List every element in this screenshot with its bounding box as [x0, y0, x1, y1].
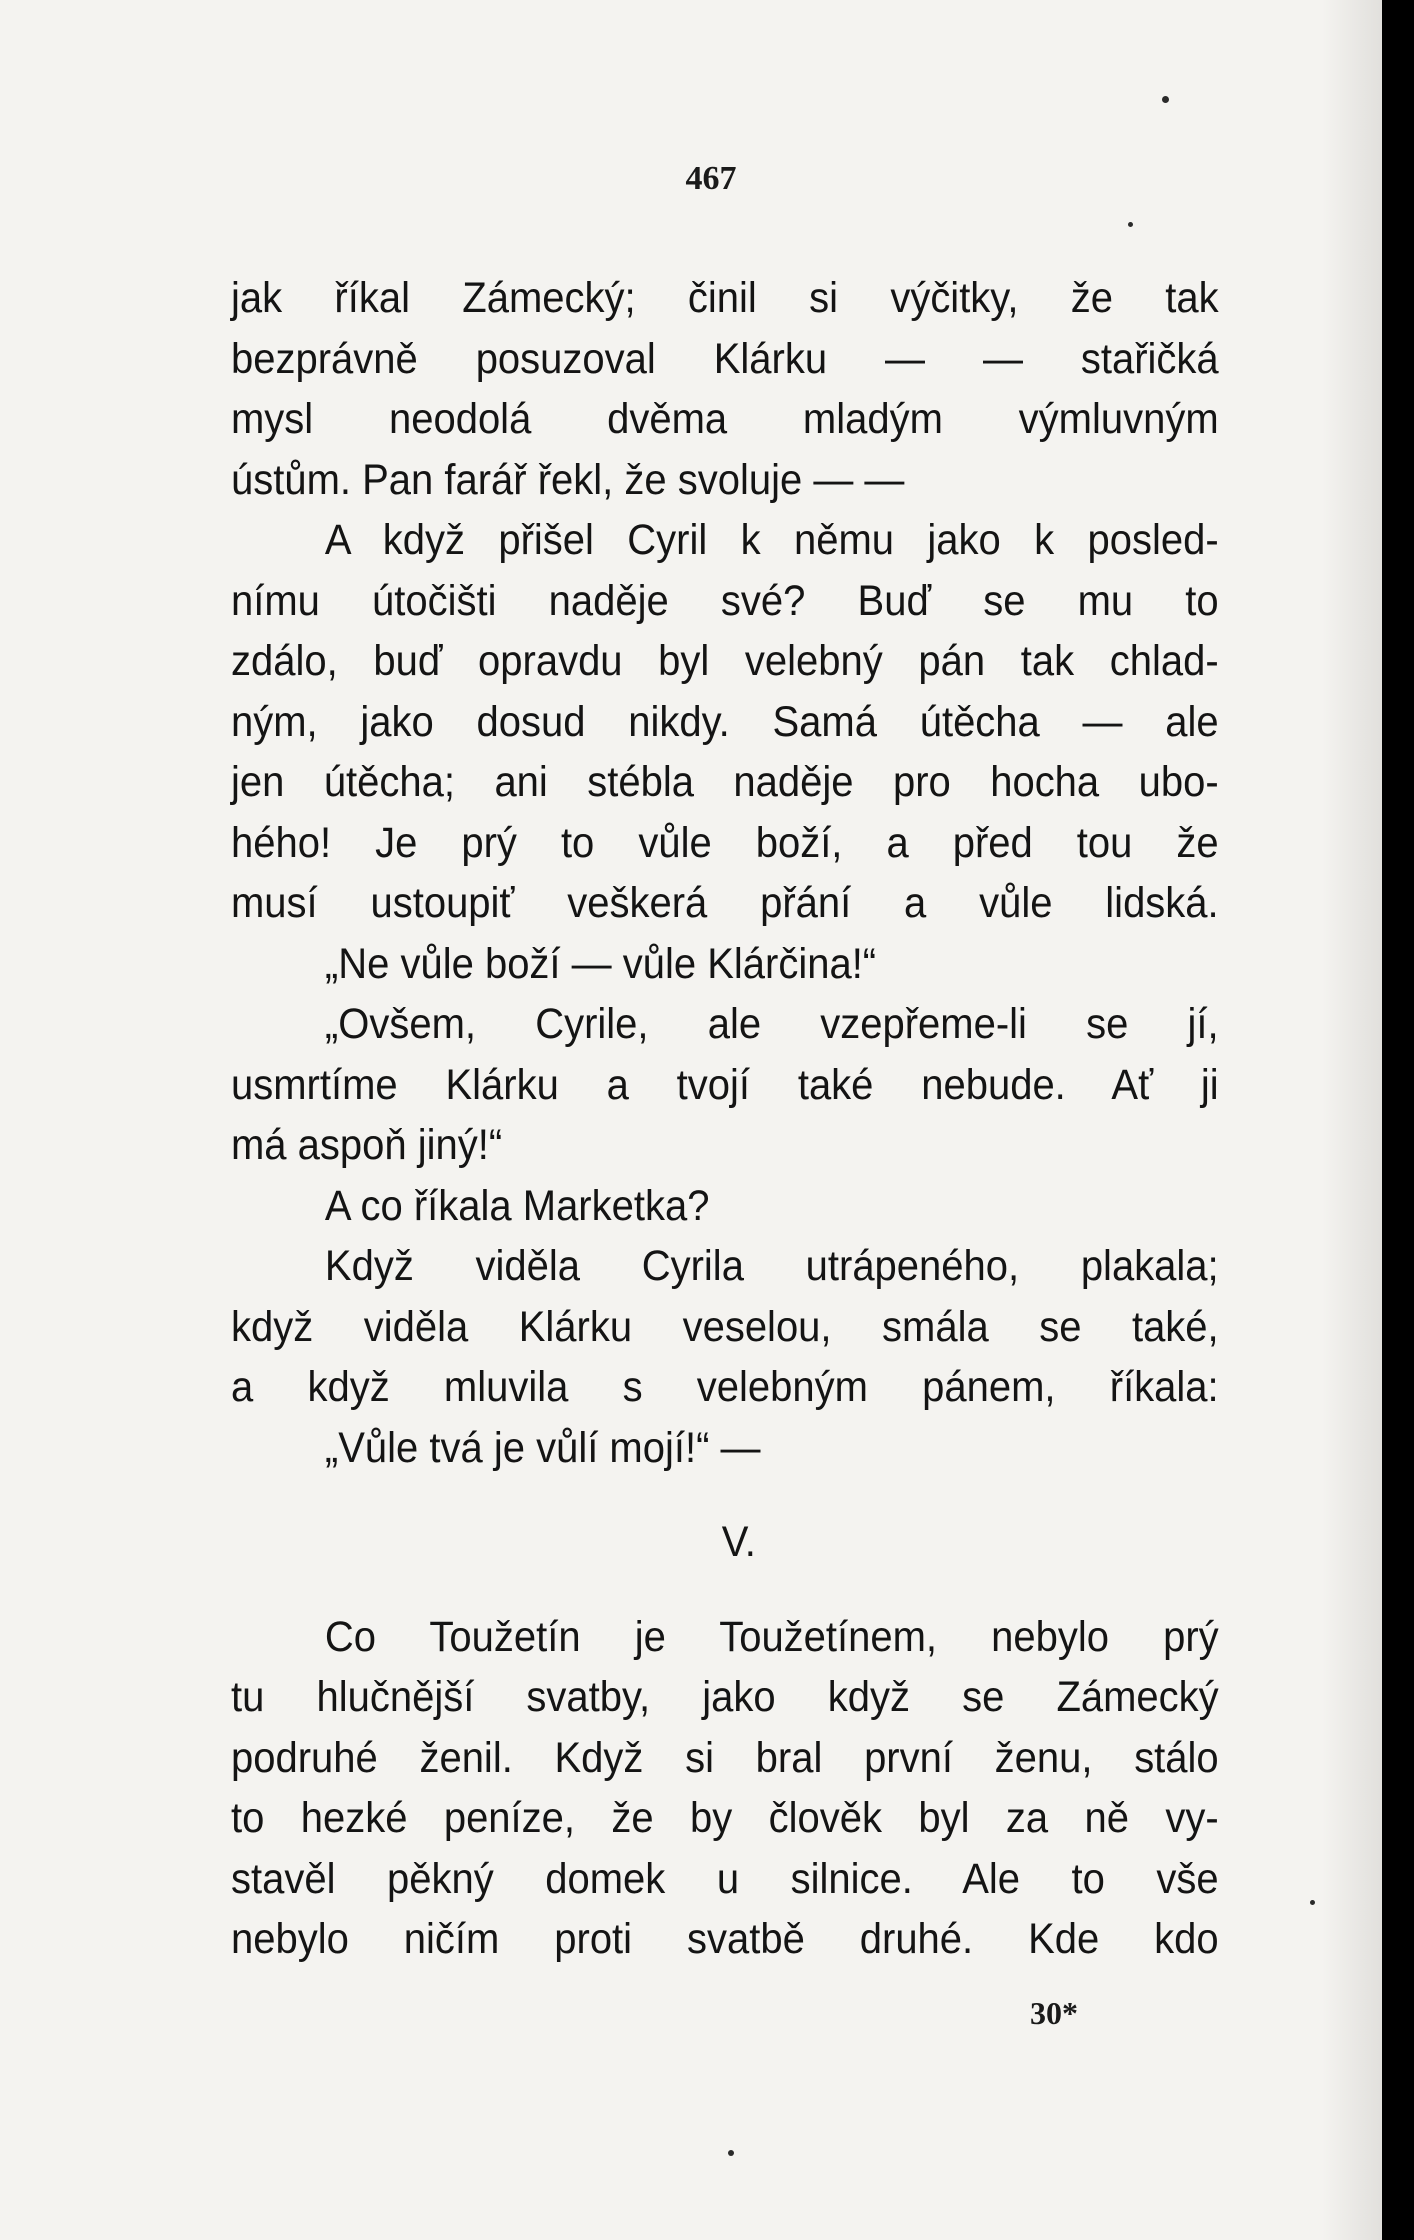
- page-edge-shadow: [1322, 0, 1382, 2240]
- chapter-heading: V.: [721, 1518, 756, 1566]
- text-line: zdálo, buď opravdu byl velebný pán tak chlad-: [231, 637, 1219, 685]
- text-line: musí ustoupiť veškerá přání a vůle lidská.: [231, 879, 1219, 927]
- text-line: mysl neodolá dvěma mladým výmluvným: [231, 395, 1219, 443]
- text-line: jak říkal Zámecký; činil si výčitky, že tak: [231, 274, 1219, 322]
- text-line: ným, jako dosud nikdy. Samá útěcha — ale: [231, 697, 1219, 746]
- text-line: A co říkala Marketka?: [324, 1181, 710, 1230]
- text-line: to hezké peníze, že by člověk byl za ně vy-: [231, 1794, 1219, 1842]
- text-line: A když přišel Cyril k němu jako k posled-: [324, 516, 1219, 564]
- text-line: „Ne vůle boží — vůle Klárčina!“: [324, 939, 877, 988]
- text-line: hého! Je prý to vůle boží, a před tou že: [231, 818, 1219, 867]
- text-line: když viděla Klárku veselou, smála se také,: [231, 1302, 1219, 1351]
- text-line: Co Toužetín je Toužetínem, nebylo prý: [324, 1612, 1219, 1661]
- text-line: a když mluvila s velebným pánem, říkala:: [231, 1363, 1219, 1411]
- section-spacer: [231, 1478, 1219, 1512]
- page-number: 467: [685, 160, 737, 197]
- text-line: má aspoň jiný!“: [231, 1121, 503, 1169]
- body-text: [231, 268, 1219, 1970]
- text-line: usmrtíme Klárku a tvojí také nebude. Ať ji: [231, 1060, 1219, 1109]
- text-line: nebylo ničím proti svatbě druhé. Kde kdo: [231, 1915, 1219, 1963]
- text-line: ústům. Pan farář řekl, že svoluje — —: [231, 455, 905, 504]
- paper-speck: [1162, 96, 1169, 103]
- text-line: Když viděla Cyrila utrápeného, plakala;: [324, 1242, 1219, 1290]
- text-line: stavěl pěkný domek u silnice. Ale to vše: [231, 1854, 1219, 1903]
- text-line: „Ovšem, Cyrile, ale vzepřeme-li se jí,: [324, 1000, 1219, 1048]
- printer-signature: 30*: [1030, 1995, 1078, 2031]
- text-line: podruhé ženil. Když si bral první ženu, stálo: [231, 1733, 1219, 1782]
- paper-speck: [728, 2150, 734, 2156]
- text-line: bezprávně posuzoval Klárku — — stařičká: [231, 334, 1219, 383]
- paper-speck: [1128, 222, 1133, 227]
- text-line: jen útěcha; ani stébla naděje pro hocha ubo-: [231, 758, 1219, 806]
- text-line: nímu útočišti naděje své? Buď se mu to: [231, 576, 1219, 625]
- text-line: „Vůle tvá je vůlí mojí!“ —: [324, 1423, 761, 1472]
- section-spacer: [231, 1573, 1219, 1607]
- paper-speck: [1310, 1900, 1315, 1905]
- text-line: tu hlučnější svatby, jako když se Zámecký: [231, 1673, 1219, 1721]
